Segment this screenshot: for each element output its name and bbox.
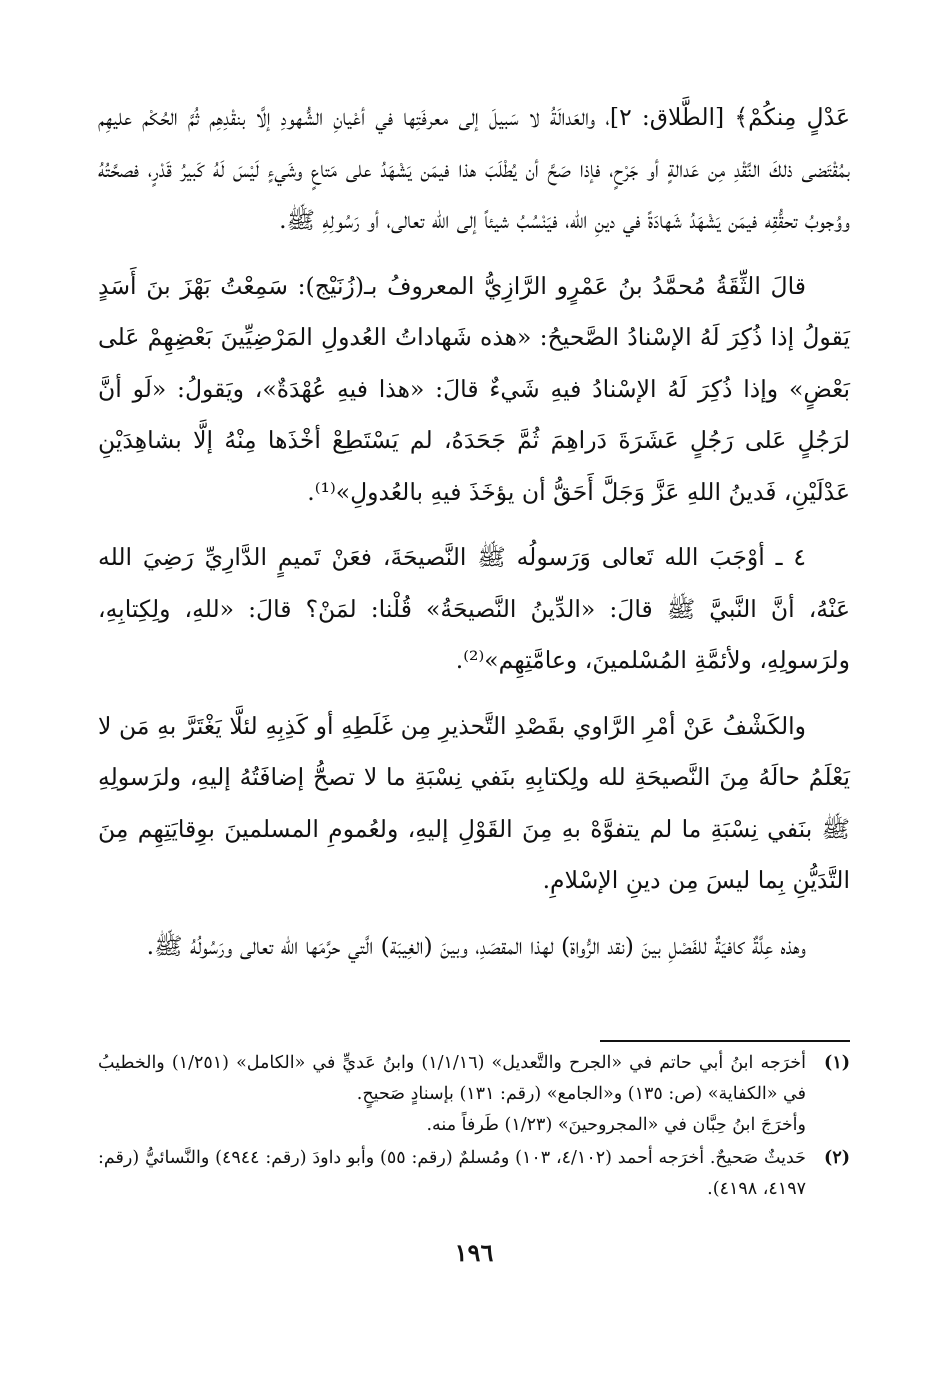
footnote-line: حَديثٌ صَحيحٌ. أخرَجه أحمد (٤/١٠٢، ١٠٣) ومُسلمٌ (رقم: ٥٥) وأبو داودَ (رقم: ٤٩٤٤) والنَّسائيُّ (رقم: ٤١٩٧، ٤١٩٨).	[98, 1148, 807, 1199]
paragraph-1: عَدْلٍ مِنكُمْ﴾ [الطَّلاق: ٢]، والعَدالَةُ لا سَبيلَ إلى معرفَتِها في أعْيانِ الشُّهودِ إلَّا بنقْدِهِم ثُمَّ الحُكْم عليهِم بمُقْتَضى ذلكَ النَّقْدِ مِن عَدالةٍ أو جَرْحٍ، فإذا صَحَّ أن يُطْلَبَ هذا فيمَن يَشْهَدُ على مَتاعٍ وشَيءٍ لَيْسَ لَهُ كَبيرُ قَدْرٍ، فصحَّتُهُ ووُجوبُ تحقُّقِه فيمَن يَشْهَدُ شَهادَةً في دينِ الله، فيَنْسُبُ شيئاً إلى الله تعالى، أو رَسُولِهِ ﷺ.	[98, 103, 850, 234]
footnote-text	[98, 1143, 806, 1205]
footnote-line: وأخرَجَ ابنُ حِبَّان في «المجروحينَ» (١/٢٣) طَرفاً منه.	[426, 1115, 806, 1135]
footnotes	[98, 1048, 850, 1205]
paragraph-3: ٤ ـ أوْجَبَ الله تَعالى وَرَسولُه ﷺ النَّصيحَةَ، فعَنْ تَميمٍ الدَّارِيِّ رَضِيَ الله عَنْهُ، أنَّ النَّبيَّ ﷺ قالَ: «الدِّينُ النَّصيحَةُ» قُلْنا: لمَنْ؟ قالَ: «للهِ، ولِكِتابِهِ، ولرَسولِهِ، ولأئمَّةِ المُسْلمينَ، وعامَّتِهِم»⁽²⁾.	[98, 543, 850, 674]
footnote-number: (٢)	[824, 1148, 850, 1168]
footnote-number: (١)	[824, 1053, 850, 1073]
footnote-separator	[600, 1040, 850, 1042]
footnote-line: أخرَجه ابنُ أبي حاتم في «الجرح والتَّعديل» (١/١/١٦) وابنُ عَديٍّ في «الكامل» (١/٢٥١) والخطيبُ في «الكفاية» (ص: ١٣٥) و«الجامع» (رقم: ١٣١) بإسنادٍ صَحيحٍ.	[98, 1053, 806, 1104]
footnote-2	[98, 1143, 850, 1205]
paragraph-4: والكَشْفُ عَنْ أمْرِ الرَّاوي بقَصْدِ التَّحذيرِ مِن غَلَطِهِ أو كَذِبِهِ لئلَّا يَغْتَرَّ بهِ مَن لا يَعْلَمُ حالَهُ مِنَ النَّصيحَةِ لله ولِكتابِهِ بنَفي نِسْبَةِ ما لا تصحُّ إضافَتُهُ إليهِ، ولرَسولِهِ ﷺ بنَفي نِسْبَةِ ما لم يتفوَّهْ بهِ مِنَ القَوْلِ إليهِ، ولعُمومِ المسلمينَ بوِقايَتِهِم مِنَ التَّدَيُّنِ بِما ليسَ مِن دينِ الإسْلامِ.	[98, 711, 850, 894]
footnote-text	[98, 1048, 806, 1141]
footnote-1	[98, 1048, 850, 1141]
page-number: ١٩٦	[454, 1238, 494, 1267]
paragraph-2: قالَ الثِّقَةُ مُحمَّدُ بنُ عَمْرٍو الرَّازِيُّ المعروفُ بـ(زُنَيْج): سَمِعْتُ بَهْزَ بنَ أَسَدٍ يَقولُ إذا ذُكِرَ لَهُ الإسْنادُ الصَّحيحُ: «هذه شَهاداتُ العُدولِ المَرْضِيِّينَ بَعْضِهِمْ عَلى بَعْضٍ» وإذا ذُكِرَ لَهُ الإسْنادُ فيهِ شَيءٌ قالَ: «هذا فيهِ عُهْدَةٌ»، ويَقولُ: «لَو أنَّ لرَجُلٍ عَلى رَجُلٍ عَشَرَةَ دَراهِمَ ثُمَّ جَحَدَهُ، لم يَسْتَطِعْ أخْذَها مِنْهُ إلَّا بشاهِدَيْنِ عَدْلَيْنِ، فَدينُ اللهِ عَزَّ وَجَلَّ أَحَقُّ أن يؤخَذَ فيهِ بالعُدولِ»⁽¹⁾.	[98, 271, 850, 506]
main-text	[98, 92, 850, 972]
paragraph-5: وهذه عِلَّةٌ كافيَةٌ للفَصْلِ بينَ (نقد الرُّواة) لهذا المقصَدِ، وبينَ (الغِيبَة) الَّتي حرَّمَها الله تعالى ورَسُولُهُ ﷺ.	[146, 931, 806, 960]
